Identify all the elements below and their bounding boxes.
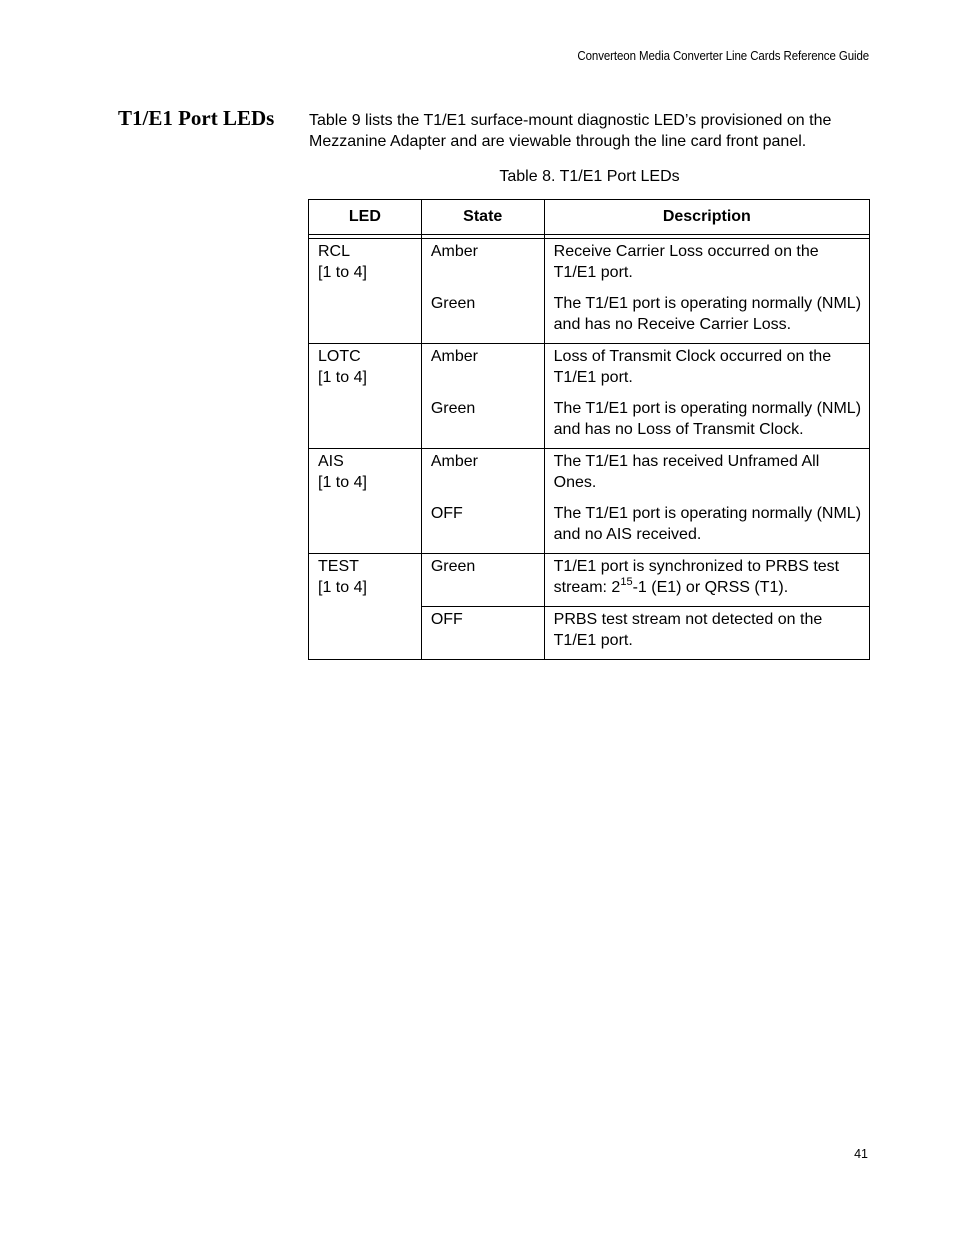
description-cell — [544, 449, 869, 554]
table-header-row — [309, 200, 870, 235]
state-value: Green — [430, 400, 476, 417]
column-header-led: LED — [309, 200, 422, 235]
description-suffix: -1 (E1) or QRSS (T1). — [632, 578, 789, 596]
state-value: OFF — [430, 611, 463, 628]
section-title: T1/E1 Port LEDs — [118, 106, 275, 130]
table-caption: Table 8. T1/E1 Port LEDs — [499, 168, 680, 185]
description-text: PRBS test stream not detected on the T1/E1 port. — [553, 611, 823, 649]
table-row — [309, 449, 870, 554]
led-cell — [309, 344, 422, 449]
led-range: [1 to 4] — [318, 263, 367, 281]
table-row — [309, 554, 870, 607]
description-cell — [544, 554, 869, 607]
state-value: OFF — [430, 505, 463, 522]
led-range: [1 to 4] — [318, 368, 367, 386]
column-header-description: Description — [544, 200, 869, 235]
led-name: LOTC — [318, 348, 361, 365]
state-cell — [421, 344, 544, 449]
exponent: 15 — [620, 575, 633, 588]
led-cell — [309, 554, 422, 660]
state-cell — [421, 449, 544, 554]
description-text: The T1/E1 has received Unframed All Ones. — [553, 453, 820, 491]
description-text: The T1/E1 port is operating normally (NML) and no AIS received. — [553, 505, 862, 543]
description-prefix: stream: 2 — [553, 578, 621, 596]
description-text — [554, 557, 865, 598]
state-value: Amber — [430, 243, 478, 260]
description-text: The T1/E1 port is operating normally (NML) and has no Receive Carrier Loss. — [553, 295, 862, 333]
description-line: T1/E1 port is synchronized to PRBS test — [553, 558, 840, 575]
table-row — [309, 239, 870, 344]
led-range: [1 to 4] — [318, 473, 367, 491]
description-cell — [544, 239, 869, 344]
led-name: TEST — [318, 558, 359, 575]
description-cell — [544, 344, 869, 449]
led-cell — [309, 239, 422, 344]
led-range: [1 to 4] — [318, 578, 367, 596]
description-text: The T1/E1 port is operating normally (NML) and has no Loss of Transmit Clock. — [553, 400, 862, 438]
state-cell — [421, 607, 544, 660]
state-value: Amber — [430, 453, 478, 470]
state-value: Green — [430, 295, 476, 312]
state-cell — [421, 554, 544, 607]
intro-paragraph: Table 9 lists the T1/E1 surface-mount diagnostic LED’s provisioned on the Mezzanine Adapter and are viewable through the line card front panel. — [309, 112, 832, 150]
led-name: AIS — [318, 453, 344, 470]
port-leds-table — [308, 199, 870, 660]
led-name: RCL — [318, 243, 351, 260]
description-cell — [544, 607, 869, 660]
description-text: Loss of Transmit Clock occurred on the T1/E1 port. — [553, 348, 832, 386]
column-header-state: State — [421, 200, 544, 235]
description-text: Receive Carrier Loss occurred on the T1/E1 port. — [553, 243, 819, 281]
led-cell — [309, 449, 422, 554]
state-value: Amber — [430, 348, 478, 365]
table-row — [309, 344, 870, 449]
running-header: Converteon Media Converter Line Cards Reference Guide — [577, 49, 869, 63]
state-value: Green — [430, 558, 476, 575]
page-number: 41 — [854, 1147, 868, 1161]
state-cell — [421, 239, 544, 344]
